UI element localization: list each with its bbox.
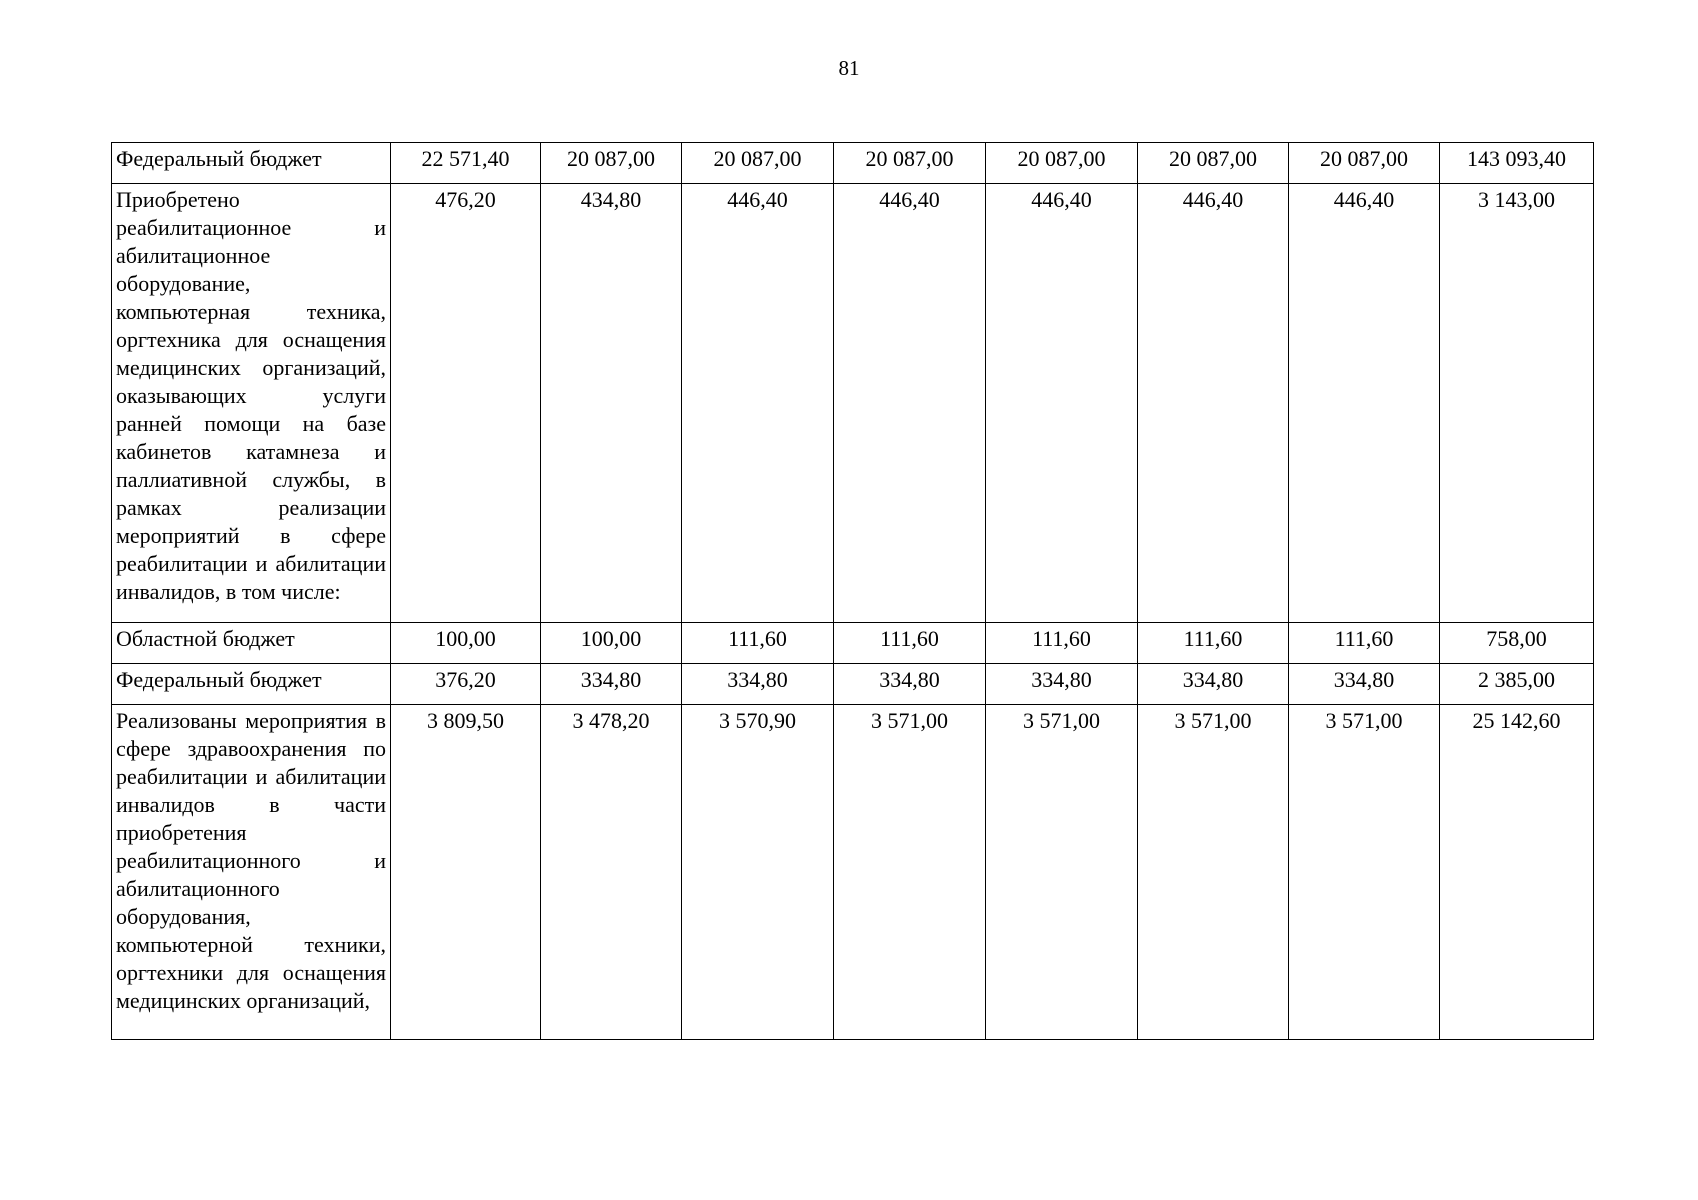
row-value: 111,60 (834, 623, 986, 664)
row-value: 3 571,00 (1138, 705, 1289, 1040)
row-label: Федеральный бюджет (112, 143, 391, 184)
row-value: 3 571,00 (986, 705, 1138, 1040)
row-total: 2 385,00 (1440, 664, 1594, 705)
row-value: 20 087,00 (1289, 143, 1440, 184)
table-row (112, 664, 1594, 705)
row-label: Федеральный бюджет (112, 664, 391, 705)
row-value: 376,20 (391, 664, 541, 705)
row-value: 446,40 (834, 184, 986, 623)
row-value: 22 571,40 (391, 143, 541, 184)
row-value: 20 087,00 (834, 143, 986, 184)
row-value: 334,80 (834, 664, 986, 705)
table-row (112, 623, 1594, 664)
row-total: 3 143,00 (1440, 184, 1594, 623)
row-total: 143 093,40 (1440, 143, 1594, 184)
row-total: 758,00 (1440, 623, 1594, 664)
row-value: 111,60 (1138, 623, 1289, 664)
row-value: 20 087,00 (986, 143, 1138, 184)
row-value: 434,80 (541, 184, 682, 623)
row-value: 3 570,90 (682, 705, 834, 1040)
row-value: 3 571,00 (1289, 705, 1440, 1040)
row-value: 446,40 (682, 184, 834, 623)
row-value: 3 571,00 (834, 705, 986, 1040)
row-value: 334,80 (1289, 664, 1440, 705)
row-total: 25 142,60 (1440, 705, 1594, 1040)
row-value: 334,80 (986, 664, 1138, 705)
row-value: 100,00 (391, 623, 541, 664)
table-row (112, 143, 1594, 184)
row-label: Реализованы мероприятия в сфере здравоохранения по реабилитации и абилитации инвалидов в части приобретения реабилитационного и абилитационного оборудования, компьютерной техники, оргтехники для оснащения медицинских организаций, (112, 705, 391, 1040)
page-number: 81 (838, 56, 860, 80)
row-value: 3 809,50 (391, 705, 541, 1040)
row-value: 20 087,00 (682, 143, 834, 184)
row-value: 111,60 (682, 623, 834, 664)
row-value: 111,60 (986, 623, 1138, 664)
table-row (112, 184, 1594, 623)
table-row (112, 705, 1594, 1040)
row-value: 100,00 (541, 623, 682, 664)
budget-table (111, 142, 1594, 1040)
row-value: 111,60 (1289, 623, 1440, 664)
row-value: 20 087,00 (1138, 143, 1289, 184)
row-label: Областной бюджет (112, 623, 391, 664)
row-value: 446,40 (1289, 184, 1440, 623)
row-value: 334,80 (1138, 664, 1289, 705)
row-label: Приобретено реабилитационное и абилитационное оборудование, компьютерная техника, оргтехника для оснащения медицинских организаций, оказывающих услуги ранней помощи на базе кабинетов катамнеза и паллиативной службы, в рамках реализации мероприятий в сфере реабилитации и абилитации инвалидов, в том числе: (112, 184, 391, 623)
row-value: 446,40 (1138, 184, 1289, 623)
row-value: 3 478,20 (541, 705, 682, 1040)
row-value: 334,80 (541, 664, 682, 705)
row-value: 446,40 (986, 184, 1138, 623)
row-value: 334,80 (682, 664, 834, 705)
row-value: 20 087,00 (541, 143, 682, 184)
row-value: 476,20 (391, 184, 541, 623)
